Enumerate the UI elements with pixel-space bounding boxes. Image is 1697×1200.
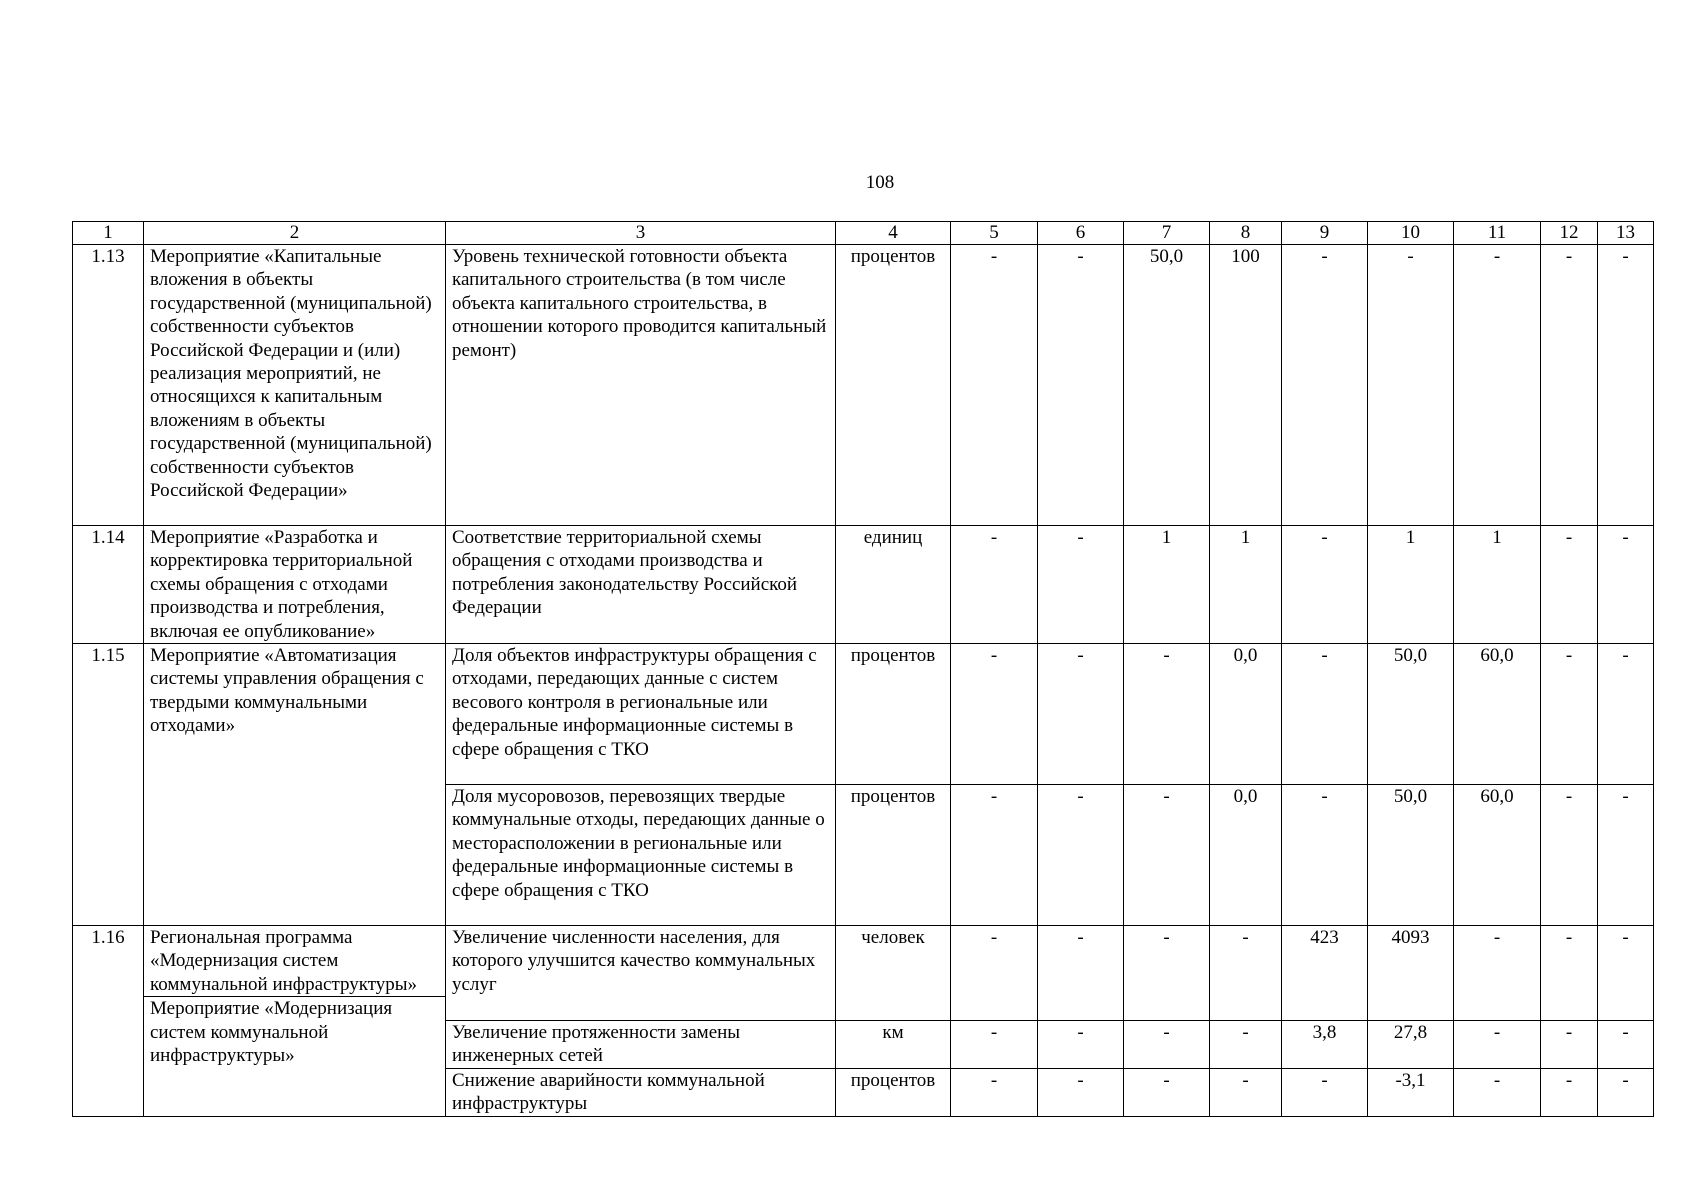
value-cell: 50,0 <box>1368 644 1454 785</box>
unit-cell: единиц <box>836 526 951 644</box>
value-cell: - <box>1541 926 1598 1021</box>
value-cell: - <box>951 245 1038 526</box>
value-cell: 27,8 <box>1368 1021 1454 1069</box>
indicator-cell: Увеличение численности населения, для которого улучшится качество коммунальных услуг <box>446 926 836 1021</box>
value-cell: 0,0 <box>1210 785 1282 926</box>
column-header: 13 <box>1598 222 1654 245</box>
event-cell: Мероприятие «Автоматизация системы управления обращения с твердыми коммунальными отходами» <box>144 644 446 926</box>
value-cell: - <box>1210 926 1282 1021</box>
value-cell: - <box>1541 245 1598 526</box>
column-header: 2 <box>144 222 446 245</box>
row-number: 1.13 <box>73 245 144 526</box>
indicator-cell: Доля объектов инфраструктуры обращения с отходами, передающих данные с систем весового контроля в региональные или федеральные информационные системы в сфере обращения с ТКО <box>446 644 836 785</box>
value-cell: - <box>1282 785 1368 926</box>
column-header: 10 <box>1368 222 1454 245</box>
value-cell: - <box>1282 644 1368 785</box>
value-cell: - <box>1038 785 1124 926</box>
value-cell: 1 <box>1124 526 1210 644</box>
value-cell: - <box>1038 1021 1124 1069</box>
value-cell: - <box>951 644 1038 785</box>
value-cell: - <box>1454 1021 1541 1069</box>
value-cell: - <box>1210 1021 1282 1069</box>
program-title: Региональная программа «Модернизация систем коммунальной инфраструктуры» <box>150 927 418 995</box>
value-cell: 50,0 <box>1368 785 1454 926</box>
table-row <box>73 245 1654 526</box>
value-cell: 60,0 <box>1454 644 1541 785</box>
table-row <box>73 644 1654 785</box>
value-cell: - <box>1598 1069 1654 1117</box>
event-cell: Мероприятие «Разработка и корректировка территориальной схемы обращения с отходами производства и потребления, включая ее опубликование» <box>144 526 446 644</box>
column-header: 1 <box>73 222 144 245</box>
value-cell: 1 <box>1454 526 1541 644</box>
table-row <box>73 526 1654 644</box>
indicator-cell: Снижение аварийности коммунальной инфраструктуры <box>446 1069 836 1117</box>
unit-cell: человек <box>836 926 951 1021</box>
value-cell: 423 <box>1282 926 1368 1021</box>
row-number: 1.15 <box>73 644 144 926</box>
indicator-cell: Увеличение протяженности замены инженерных сетей <box>446 1021 836 1069</box>
column-header: 9 <box>1282 222 1368 245</box>
unit-cell: км <box>836 1021 951 1069</box>
value-cell: 1 <box>1368 526 1454 644</box>
unit-cell: процентов <box>836 785 951 926</box>
value-cell: 4093 <box>1368 926 1454 1021</box>
event-cell: Мероприятие «Капитальные вложения в объекты государственной (муниципальной) собственности субъектов Российской Федерации и (или) реализация мероприятий, не относящихся к капитальным вложениям в объекты государственной (муниципальной) собственности субъектов Российской Федерации» <box>144 245 446 526</box>
value-cell: - <box>951 1021 1038 1069</box>
value-cell: - <box>1541 644 1598 785</box>
value-cell: - <box>1038 245 1124 526</box>
column-header: 8 <box>1210 222 1282 245</box>
value-cell: - <box>1454 1069 1541 1117</box>
value-cell: - <box>951 1069 1038 1117</box>
value-cell: - <box>1541 1021 1598 1069</box>
indicator-cell: Уровень технической готовности объекта капитального строительства (в том числе объекта капитального строительства, в отношении которого проводится капитальный ремонт) <box>446 245 836 526</box>
value-cell: - <box>1598 644 1654 785</box>
value-cell: - <box>1454 926 1541 1021</box>
value-cell: - <box>1038 644 1124 785</box>
column-header: 3 <box>446 222 836 245</box>
row-number: 1.16 <box>73 926 144 1117</box>
value-cell: 0,0 <box>1210 644 1282 785</box>
indicator-cell: Доля мусоровозов, перевозящих твердые коммунальные отходы, передающих данные о месторасположении в региональные или федеральные информационные системы в сфере обращения с ТКО <box>446 785 836 926</box>
value-cell: 100 <box>1210 245 1282 526</box>
column-header: 11 <box>1454 222 1541 245</box>
indicators-table <box>72 221 1654 1117</box>
value-cell: - <box>1038 526 1124 644</box>
value-cell: - <box>1598 245 1654 526</box>
page-number: 108 <box>865 172 895 193</box>
event-cell <box>144 926 446 1117</box>
value-cell: - <box>1598 785 1654 926</box>
value-cell: - <box>1598 926 1654 1021</box>
column-header-row <box>73 222 1654 245</box>
value-cell: 60,0 <box>1454 785 1541 926</box>
unit-cell: процентов <box>836 1069 951 1117</box>
table-row <box>73 926 1654 1021</box>
value-cell: - <box>1598 1021 1654 1069</box>
value-cell: 1 <box>1210 526 1282 644</box>
column-header: 12 <box>1541 222 1598 245</box>
unit-cell: процентов <box>836 644 951 785</box>
value-cell: - <box>1210 1069 1282 1117</box>
column-header: 6 <box>1038 222 1124 245</box>
value-cell: - <box>1282 245 1368 526</box>
value-cell: - <box>1038 926 1124 1021</box>
value-cell: - <box>1282 1069 1368 1117</box>
column-header: 5 <box>951 222 1038 245</box>
column-header: 4 <box>836 222 951 245</box>
row-number: 1.14 <box>73 526 144 644</box>
value-cell: 3,8 <box>1282 1021 1368 1069</box>
value-cell: - <box>951 785 1038 926</box>
value-cell: - <box>1282 526 1368 644</box>
value-cell: - <box>1541 1069 1598 1117</box>
value-cell: - <box>1454 245 1541 526</box>
value-cell: - <box>1541 785 1598 926</box>
unit-cell: процентов <box>836 245 951 526</box>
indicator-cell: Соответствие территориальной схемы обращения с отходами производства и потребления законодательству Российской Федерации <box>446 526 836 644</box>
value-cell: - <box>1038 1069 1124 1117</box>
value-cell: 50,0 <box>1124 245 1210 526</box>
event-subtitle: Мероприятие «Модернизация систем коммунальной инфраструктуры» <box>144 996 445 1067</box>
value-cell: - <box>1124 785 1210 926</box>
value-cell: -3,1 <box>1368 1069 1454 1117</box>
column-header: 7 <box>1124 222 1210 245</box>
value-cell: - <box>1124 926 1210 1021</box>
value-cell: - <box>1598 526 1654 644</box>
value-cell: - <box>951 926 1038 1021</box>
value-cell: - <box>1124 644 1210 785</box>
value-cell: - <box>1541 526 1598 644</box>
value-cell: - <box>1368 245 1454 526</box>
value-cell: - <box>1124 1021 1210 1069</box>
value-cell: - <box>1124 1069 1210 1117</box>
value-cell: - <box>951 526 1038 644</box>
